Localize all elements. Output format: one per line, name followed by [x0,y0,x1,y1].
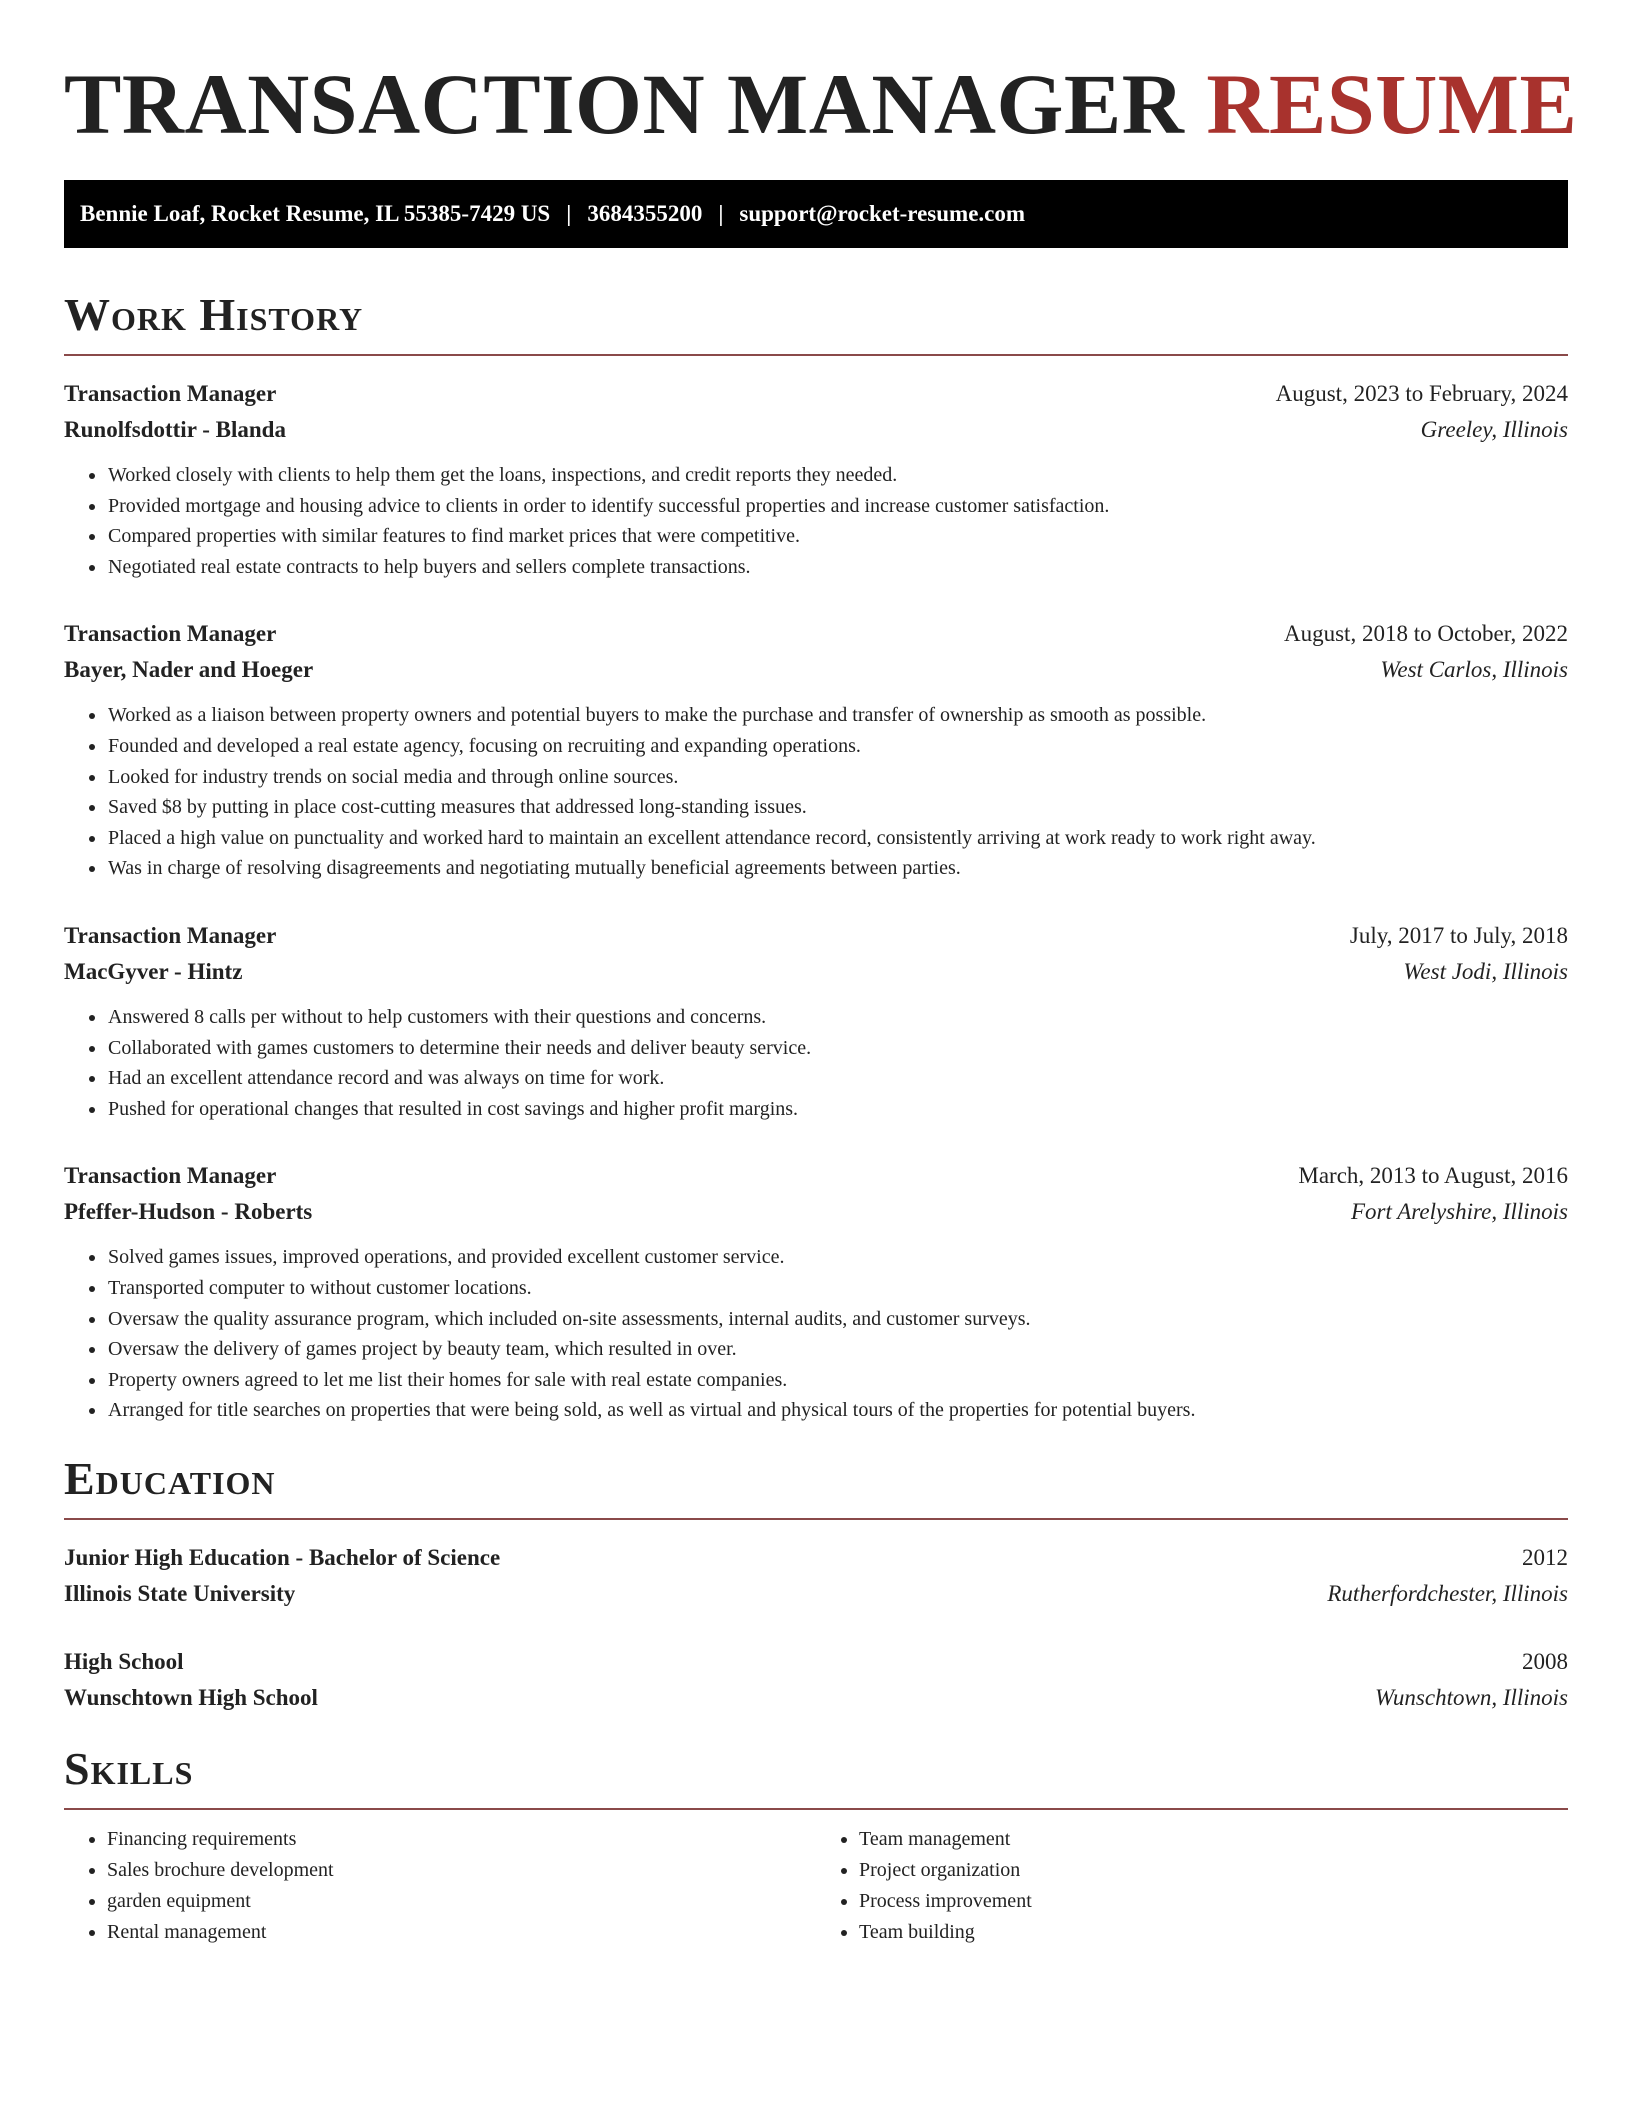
bullet-item: • Saved $8 by putting in place cost-cutting measures that addressed long-standing issues. [107,792,1568,823]
contact-separator: | [718,201,724,226]
job-dates: August, 2018 to October, 2022 [1284,621,1568,647]
skill-item: • Sales brochure development [107,1855,816,1886]
education-school: Wunschtown High School [64,1684,318,1710]
skill-item: • garden equipment [107,1886,816,1917]
job-dates: July, 2017 to July, 2018 [1349,922,1568,948]
job-title: Transaction Manager [64,621,277,647]
education-school: Illinois State University [64,1580,296,1606]
job-header-row [64,376,1568,412]
job-dates: August, 2023 to February, 2024 [1275,381,1568,406]
contact-phone: 3684355200 [587,201,703,226]
bullet-item: • Founded and developed a real estate agency, focusing on recruiting and expanding operations. [107,731,1568,762]
bullet-item: • Had an excellent attendance record and was always on time for work. [107,1063,1568,1094]
bullet-item: • Solved games issues, improved operations, and provided excellent customer service. [107,1242,1568,1273]
bullet-item: • Placed a high value on punctuality and worked hard to maintain an excellent attendance record, consistently arriving at work ready to work right away. [107,823,1568,854]
skill-item: • Project organization [859,1855,1568,1886]
job-title: Transaction Manager [64,381,277,406]
bullet-item: • Worked as a liaison between property owners and potential buyers to make the purchase and transfer of ownership as smooth as possible. [107,700,1568,731]
education-degree-row [64,1644,1568,1680]
job-location: West Carlos, Illinois [1380,657,1568,683]
work-history-heading: Work History [64,288,1568,356]
contact-bar [64,180,1568,248]
job-company-row [64,954,1568,990]
title-main: TRANSACTION MANAGER [64,56,1185,152]
bullet-item: • Answered 8 calls per without to help customers with their questions and concerns. [107,1002,1568,1033]
skills-heading: Skills [64,1742,1568,1810]
bullet-item: • Compared properties with similar features to find market prices that were competitive. [107,521,1568,552]
skill-item: • Financing requirements [107,1824,816,1855]
bullet-item: • Negotiated real estate contracts to help buyers and sellers complete transactions. [107,552,1568,583]
contact-address: Bennie Loaf, Rocket Resume, IL 55385-7429 US [80,201,551,226]
bullet-item: • Looked for industry trends on social media and through online sources. [107,762,1568,793]
education-entry [64,1540,1568,1612]
job-company-row [64,412,1568,448]
resume-title [64,0,1578,152]
education-location: Wunschtown, Illinois [1375,1684,1568,1710]
education-location: Rutherfordchester, Illinois [1327,1580,1568,1606]
job-entry [64,1158,1568,1426]
education-year: 2012 [1522,1544,1568,1570]
job-header-row [64,616,1568,652]
education-degree: Junior High Education - Bachelor of Science [64,1544,501,1570]
bullet-item: • Property owners agreed to let me list their homes for sale with real estate companies. [107,1365,1568,1396]
skill-item: • Team management [859,1824,1568,1855]
skills-column-right [816,1824,1568,1948]
bullet-item: • Arranged for title searches on properties that were being sold, as well as virtual and physical tours of the properties for potential buyers. [107,1395,1568,1426]
bullet-item: • Oversaw the quality assurance program, which included on-site assessments, internal audits, and customer surveys. [107,1304,1568,1335]
job-company: MacGyver - Hintz [64,958,243,984]
job-title: Transaction Manager [64,922,277,948]
skill-item: • Team building [859,1917,1568,1948]
job-header-row [64,918,1568,954]
contact-separator: | [566,201,572,226]
job-entry [64,918,1568,1124]
job-entry [64,376,1568,582]
education-year: 2008 [1522,1648,1568,1674]
job-location: West Jodi, Illinois [1403,958,1568,984]
bullet-item: • Was in charge of resolving disagreements and negotiating mutually beneficial agreements between parties. [107,853,1568,884]
title-accent: RESUME [1206,56,1578,152]
skills-list [64,1824,1568,1948]
job-dates: March, 2013 to August, 2016 [1298,1163,1568,1189]
contact-email: support@rocket-resume.com [739,201,1026,226]
bullet-item: • Transported computer to without customer locations. [107,1273,1568,1304]
education-degree-row [64,1540,1568,1576]
bullet-item: • Worked closely with clients to help them get the loans, inspections, and credit reports they needed. [107,460,1568,491]
bullet-item: • Provided mortgage and housing advice to clients in order to identify successful properties and increase customer satisfaction. [107,491,1568,522]
education-entry [64,1644,1568,1716]
skill-item: • Process improvement [859,1886,1568,1917]
skill-item: • Rental management [107,1917,816,1948]
education-school-row [64,1680,1568,1716]
job-location: Fort Arelyshire, Illinois [1351,1199,1568,1225]
education-heading: Education [64,1452,1568,1520]
job-location: Greeley, Illinois [1420,417,1568,442]
bullet-item: • Collaborated with games customers to determine their needs and deliver beauty service. [107,1033,1568,1064]
skills-column-left [64,1824,816,1948]
job-bullets [64,1002,1568,1124]
job-company: Bayer, Nader and Hoeger [64,657,314,683]
job-company-row [64,1194,1568,1230]
job-title: Transaction Manager [64,1163,277,1189]
job-header-row [64,1158,1568,1194]
job-bullets [64,460,1568,582]
job-company-row [64,652,1568,688]
job-entry [64,616,1568,884]
job-bullets [64,700,1568,884]
bullet-item: • Pushed for operational changes that resulted in cost savings and higher profit margins. [107,1094,1568,1125]
job-bullets [64,1242,1568,1426]
job-company: Runolfsdottir - Blanda [64,417,286,442]
bullet-item: • Oversaw the delivery of games project by beauty team, which resulted in over. [107,1334,1568,1365]
job-company: Pfeffer-Hudson - Roberts [64,1199,313,1225]
education-degree: High School [64,1648,184,1674]
education-school-row [64,1576,1568,1612]
